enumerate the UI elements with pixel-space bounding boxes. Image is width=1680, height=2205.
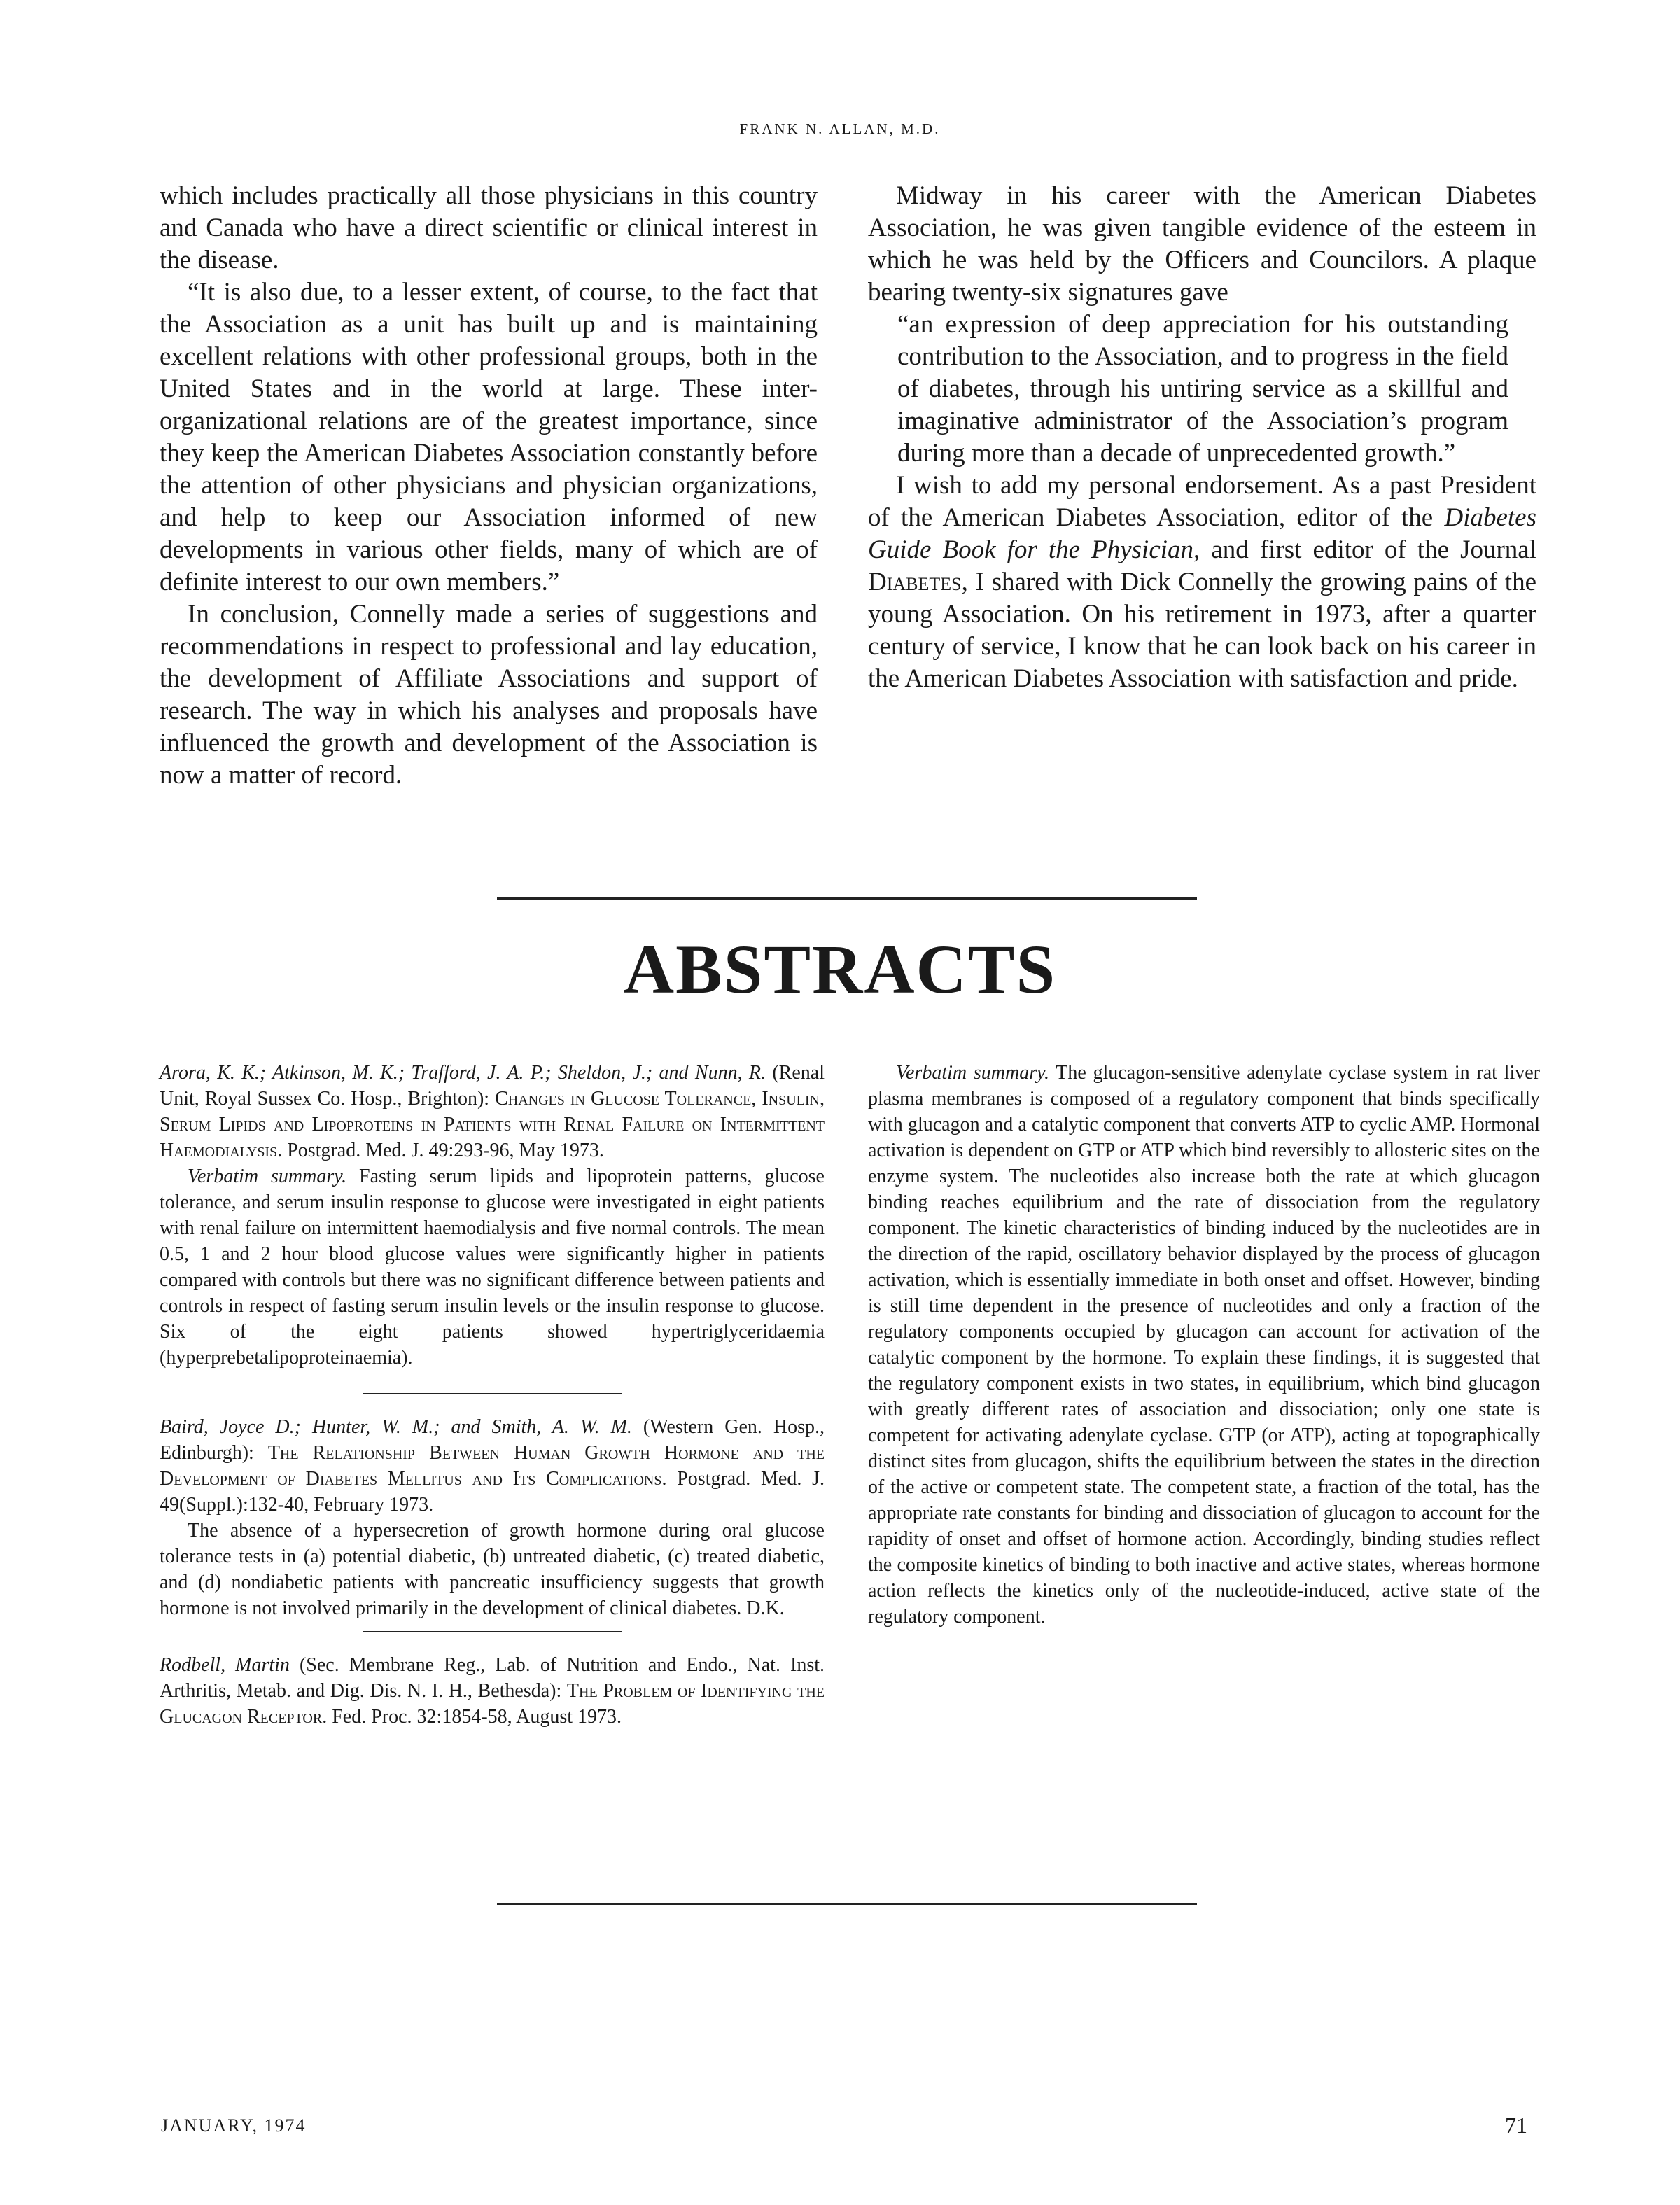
text-run: , I shared with Dick Connelly the growing pains of the young Association. On his retirement in 1973, after a quarter century of service, I know that he can look back on his career in the American Diabetes Association with satisfaction and pride. [868, 568, 1536, 693]
abstract-affiliation: (Renal Unit, Royal Sussex Co. Hosp., Brighton): [160, 1062, 825, 1110]
summary-label: Verbatim summary. [188, 1166, 347, 1187]
abstract-title: Changes in Glucose Tolerance, Insulin, Serum Lipids and Lipoproteins in Patients with Renal Failure on Intermittent Haemodialysis. [160, 1088, 825, 1161]
abstract-affiliation: (Western Gen. Hosp., Edinburgh): [160, 1416, 825, 1464]
abstract-1-summary [160, 1163, 825, 1371]
plaque-quote: “an expression of deep appreciation for his outstanding contribution to the Association, and to progress in the field of diabetes, through his untiring service as a skillful and imaginative administrator of the Association’s program during more than a decade of unprecedented growth.” [897, 310, 1508, 468]
journal-name: Diabetes [868, 568, 962, 596]
reviewer-initials: D.K. [746, 1597, 785, 1619]
section-divider [497, 897, 1197, 899]
summary-text: The glucagon-sensitive adenylate cyclase system in rat liver plasma membranes is composed of a regulatory component that binds specifically with glucagon and a catalytic component that converts ATP to cyclic AMP. Hormonal activation is dependent on GTP or ATP which bind reversibly to allosteric sites on the enzyme system. The nucleotides also increase both the rate at which glucagon binding reaches equilibrium and the rate of dissociation from the regulatory component. The kinetic characteristics of binding induced by the nucleotides are in the direction of the rapid, oscillatory behavior displayed by the process of glucagon activation, which is essentially immediate in both onset and offset. However, binding is still time dependent in the presence of nucleotides and only a fraction of the regulatory components occupied by glucagon can account for activation of the catalytic component by the hormone. To explain these findings, it is suggested that the regulatory component exists in two states, in equilibrium, which bind glucagon with greatly different rates of association and dissociation; only one state is competent for activating adenylate cyclase. GTP (or ATP), acting at topographically distinct sites from glucagon, shifts the equilibrium between the states in the direction of the active or competent state. The competent state, a fraction of the total, has the appropriate rate constants for binding and dissociation of glucagon to account for the rapidity of onset and offset of hormone action. Accordingly, binding studies reflect the composite kinetics of binding to both inactive and active states, whereas hormone action reflects the kinetics only of the nucleotide-induced, active state of the regulatory component. [868, 1062, 1540, 1628]
body-paragraph: “It is also due, to a lesser extent, of course, to the fact that the Association as a unit has built up and is maintaining excellent relations with other professional groups, both in the United States and in the world at large. These inter-organizational relations are of the greatest importance, since they keep the American Diabetes Association constantly before the attention of other physicians and physician organizations, and help to keep our Association informed of new developments in various other fields, many of which are of definite interest to our own members.” [160, 278, 818, 596]
abstract-2 [160, 1414, 825, 1518]
book-title: Diabetes Guide Book for the Physician [868, 503, 1536, 564]
summary-text: Fasting serum lipids and lipoprotein patterns, glucose tolerance, and serum insulin response to glucose were investigated in eight patients with renal failure on intermittent haemodialysis and five normal controls. The mean 0.5, 1 and 2 hour blood glucose values were significantly higher in patients compared with controls but there was no significant difference between patients and controls in respect of fasting serum insulin levels or the insulin response to glucose. Six of the eight patients showed hypertriglyceridaemia (hyperprebetalipoproteinaemia). [160, 1166, 825, 1368]
page-number: 71 [1505, 2113, 1527, 2138]
abstract-citation: Fed. Proc. 32:1854-58, August 1973. [327, 1706, 622, 1728]
body-paragraph [868, 470, 1536, 695]
body-left-column [160, 180, 818, 792]
issue-date: JANUARY, 1974 [161, 2115, 307, 2136]
abstract-3 [160, 1652, 825, 1730]
abstract-1 [160, 1060, 825, 1163]
text-run: , and first editor of the Journal [1194, 536, 1536, 564]
section-divider [497, 1903, 1197, 1905]
abstract-title: The Problem of Identifying the Glucagon Receptor. [160, 1680, 825, 1728]
abstract-authors: Arora, K. K.; Atkinson, M. K.; Trafford, J. A. P.; Sheldon, J.; and Nunn, R. [160, 1062, 766, 1084]
body-paragraph: which includes practically all those physicians in this country and Canada who have a direct scientific or clinical interest in the disease. [160, 181, 818, 274]
abstract-title: The Relationship Between Human Growth Hormone and the Development of Diabetes Mellitus and Its Complications. [160, 1442, 825, 1490]
summary-text: The absence of a hypersecretion of growth hormone during oral glucose tolerance tests in (a) potential diabetic, (b) untreated diabetic, (c) treated diabetic, and (d) nondiabetic patients with pancreatic insufficiency suggests that growth hormone is not involved primarily in the development of clinical diabetes. [160, 1520, 825, 1619]
abstract-3-summary [868, 1060, 1540, 1630]
abstract-citation: Postgrad. Med. J. 49(Suppl.):132-40, February 1973. [160, 1468, 825, 1516]
section-title: ABSTRACTS [623, 930, 1057, 1008]
body-paragraph: In conclusion, Connelly made a series of suggestions and recommendations in respect to professional and lay education, the development of Affiliate Associations and support of research. The way in which his analyses and proposals have influenced the growth and development of the Association is now a matter of record. [160, 600, 818, 790]
running-head: FRANK N. ALLAN, M.D. [739, 120, 941, 137]
summary-label: Verbatim summary. [896, 1062, 1049, 1084]
abstract-authors: Baird, Joyce D.; Hunter, W. M.; and Smith, A. W. M. [160, 1416, 632, 1438]
text-run: I wish to add my personal endorsement. As a past President of the American Diabetes Association, editor of the [868, 471, 1536, 532]
abstracts-right-column [868, 1060, 1540, 1630]
abstract-citation: Postgrad. Med. J. 49:293-96, May 1973. [282, 1140, 604, 1161]
abstract-affiliation: (Sec. Membrane Reg., Lab. of Nutrition and Endo., Nat. Inst. Arthritis, Metab. and Dig. Dis. N. I. H., Bethesda): [160, 1654, 825, 1702]
abstract-separator [363, 1631, 622, 1632]
abstracts-left-column [160, 1060, 825, 1730]
abstract-authors: Rodbell, Martin [160, 1654, 290, 1676]
body-paragraph: Midway in his career with the American Diabetes Association, he was given tangible evidence of the esteem in which he was held by the Officers and Councilors. A plaque bearing twenty-six signatures gave [868, 181, 1536, 307]
abstract-2-summary [160, 1518, 825, 1621]
abstract-separator [363, 1393, 622, 1394]
body-right-column [868, 180, 1536, 695]
